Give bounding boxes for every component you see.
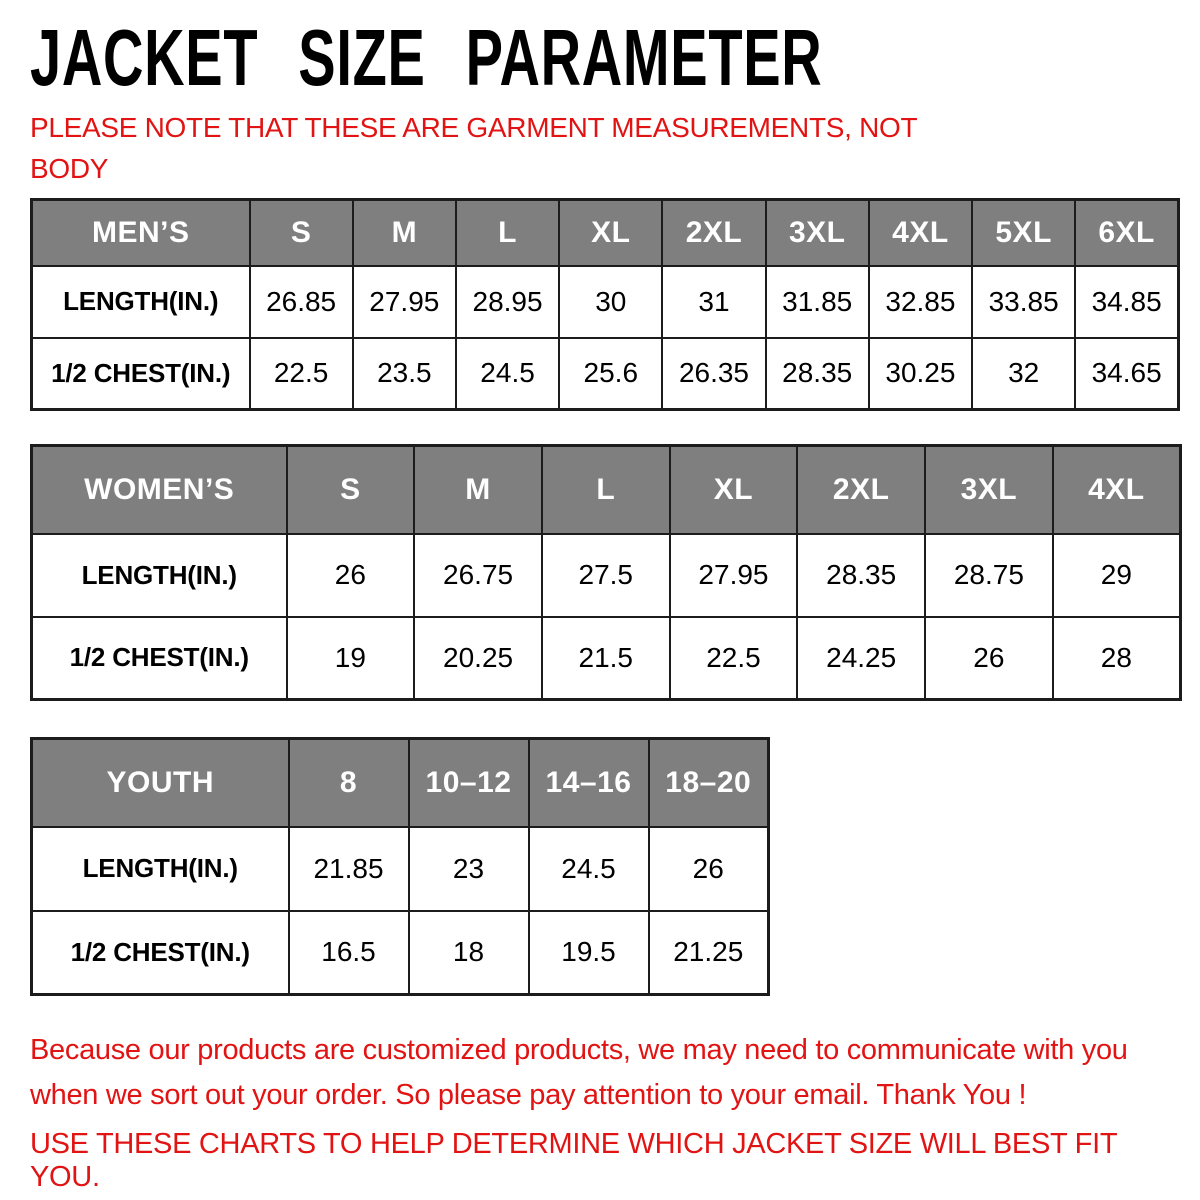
measurement-value-cell: 26.75: [414, 534, 542, 617]
size-header-cell: 10–12: [409, 739, 529, 827]
measurement-value-cell: 18: [409, 911, 529, 995]
measurement-value-cell: 28.35: [766, 338, 869, 410]
usage-note: USE THESE CHARTS TO HELP DETERMINE WHICH JACKET SIZE WILL BEST FIT YOU.: [30, 1128, 1117, 1193]
measurement-value-cell: 32.85: [869, 266, 972, 338]
size-header-cell: 8: [289, 739, 409, 827]
page-title-wrap: [30, 13, 1162, 102]
size-header-cell: S: [287, 446, 415, 534]
measurement-value-cell: 24.5: [456, 338, 559, 410]
measurement-value-cell: 19: [287, 617, 415, 700]
measurement-value-cell: 24.25: [797, 617, 925, 700]
measurement-value-cell: 29: [1053, 534, 1181, 617]
youth-size-table: [30, 737, 770, 996]
measurement-value-cell: 16.5: [289, 911, 409, 995]
measurement-value-cell: 26: [925, 617, 1053, 700]
measurement-value-cell: 27.95: [353, 266, 456, 338]
measurement-value-cell: 21.85: [289, 827, 409, 911]
table-title-cell: WOMEN’S: [32, 446, 287, 534]
measurement-value-cell: 26.85: [250, 266, 353, 338]
size-header-cell: 3XL: [766, 200, 869, 266]
measurement-value-cell: 21.5: [542, 617, 670, 700]
measurement-value-cell: 26.35: [662, 338, 765, 410]
measurement-value-cell: 24.5: [529, 827, 649, 911]
size-header-cell: 18–20: [649, 739, 769, 827]
size-header-cell: 4XL: [1053, 446, 1181, 534]
measurement-value-cell: 33.85: [972, 266, 1075, 338]
measurement-value-cell: 28: [1053, 617, 1181, 700]
size-header-cell: L: [456, 200, 559, 266]
row-label-cell: 1/2 CHEST(IN.): [32, 911, 289, 995]
measurement-value-cell: 20.25: [414, 617, 542, 700]
measurement-value-cell: 28.95: [456, 266, 559, 338]
page-title: JACKET SIZE PARAMETER: [30, 13, 823, 102]
womens-size-table: [30, 444, 1182, 701]
size-header-cell: M: [353, 200, 456, 266]
size-header-cell: L: [542, 446, 670, 534]
customization-notice-line-1: Because our products are customized products, we may need to communicate with you: [30, 1034, 1128, 1066]
table-title-cell: YOUTH: [32, 739, 289, 827]
measurement-value-cell: 27.95: [670, 534, 798, 617]
size-header-cell: 14–16: [529, 739, 649, 827]
row-label-cell: LENGTH(IN.): [32, 266, 250, 338]
measurement-value-cell: 34.65: [1075, 338, 1178, 410]
mens-size-table: [30, 198, 1180, 411]
measurement-value-cell: 30: [559, 266, 662, 338]
size-header-cell: 6XL: [1075, 200, 1178, 266]
measurement-value-cell: 26: [649, 827, 769, 911]
measurement-value-cell: 22.5: [250, 338, 353, 410]
size-header-cell: 3XL: [925, 446, 1053, 534]
measurement-value-cell: 30.25: [869, 338, 972, 410]
row-label-cell: 1/2 CHEST(IN.): [32, 617, 287, 700]
measurement-value-cell: 23.5: [353, 338, 456, 410]
measurement-value-cell: 19.5: [529, 911, 649, 995]
measurement-value-cell: 32: [972, 338, 1075, 410]
note-line-1: PLEASE NOTE THAT THESE ARE GARMENT MEASUREMENTS, NOT BODY: [30, 112, 917, 184]
measurement-value-cell: 25.6: [559, 338, 662, 410]
customization-notice: [30, 1028, 1180, 1118]
measurement-value-cell: 34.85: [1075, 266, 1178, 338]
row-label-cell: LENGTH(IN.): [32, 827, 289, 911]
size-header-cell: S: [250, 200, 353, 266]
measurement-value-cell: 28.75: [925, 534, 1053, 617]
size-header-cell: XL: [670, 446, 798, 534]
size-header-cell: XL: [559, 200, 662, 266]
measurement-value-cell: 23: [409, 827, 529, 911]
table-title-cell: MEN’S: [32, 200, 250, 266]
measurement-value-cell: 31.85: [766, 266, 869, 338]
measurement-value-cell: 28.35: [797, 534, 925, 617]
size-header-cell: 4XL: [869, 200, 972, 266]
row-label-cell: 1/2 CHEST(IN.): [32, 338, 250, 410]
row-label-cell: LENGTH(IN.): [32, 534, 287, 617]
measurement-value-cell: 31: [662, 266, 765, 338]
size-header-cell: M: [414, 446, 542, 534]
measurement-value-cell: 26: [287, 534, 415, 617]
size-header-cell: 2XL: [797, 446, 925, 534]
size-header-cell: 5XL: [972, 200, 1075, 266]
measurement-value-cell: 22.5: [670, 617, 798, 700]
size-header-cell: 2XL: [662, 200, 765, 266]
customization-notice-line-2: when we sort out your order. So please pay attention to your email. Thank You !: [30, 1078, 1027, 1111]
measurement-value-cell: 27.5: [542, 534, 670, 617]
measurement-value-cell: 21.25: [649, 911, 769, 995]
